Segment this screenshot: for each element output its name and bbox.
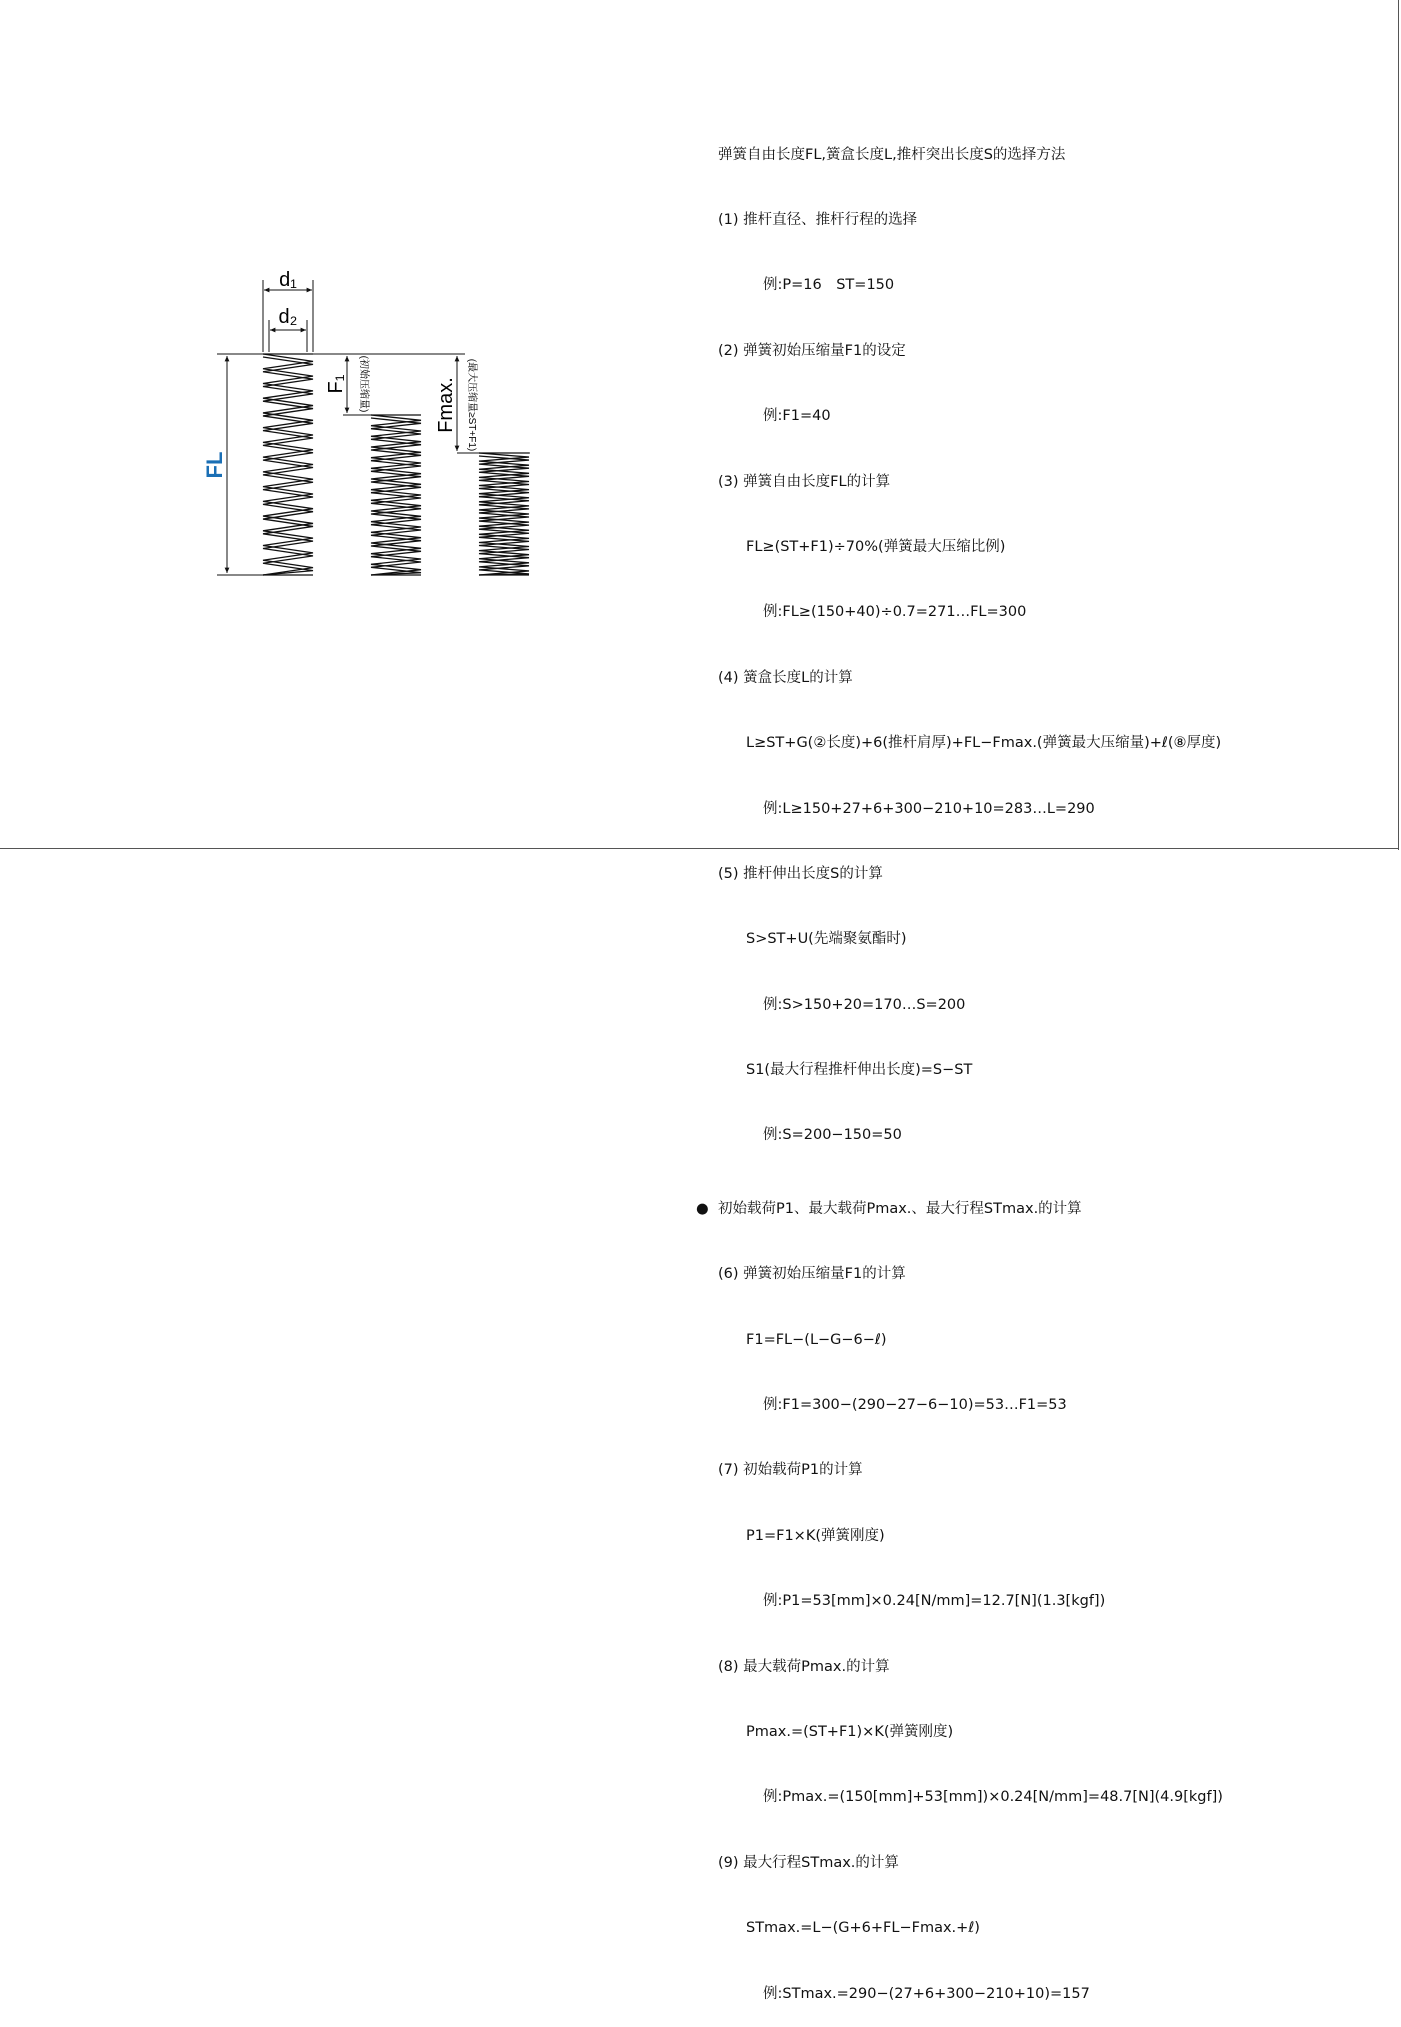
step-9-example: 例:STmax.=290−(27+6+300−210+10)=157: [763, 1985, 1090, 2002]
step-1-example: 例:P=16 ST=150: [763, 277, 895, 294]
step-5-example: 例:S>150+20=170…S=200: [763, 996, 966, 1013]
d1-label: d₁: [279, 269, 297, 291]
fmax-label: Fmax.: [435, 377, 457, 433]
step-7-example: 例:P1=53[mm]×0.24[N/mm]=12.7[N](1.3[kgf]): [763, 1593, 1106, 1610]
step-9-heading: (9) 最大行程STmax.的计算: [718, 1854, 899, 1871]
step-7-formula: P1=F1×K(弹簧刚度): [746, 1527, 885, 1544]
step-3-formula: FL≥(ST+F1)÷70%(弹簧最大压缩比例): [746, 538, 1006, 555]
step-2-heading: (2) 弹簧初始压缩量F1的设定: [718, 342, 906, 359]
step-8-formula: Pmax.=(ST+F1)×K(弹簧刚度): [746, 1723, 954, 1740]
section-title: 弹簧自由长度FL,簧盒长度L,推杆突出长度S的选择方法: [718, 146, 1066, 163]
step-5-formula: S>ST+U(先端聚氨酯时): [746, 931, 907, 948]
frame-right-border: [1398, 0, 1399, 850]
step-2-example: 例:F1=40: [763, 408, 831, 425]
step-6-heading: (6) 弹簧初始压缩量F1的计算: [718, 1266, 906, 1283]
step-4-example: 例:L≥150+27+6+300−210+10=283…L=290: [763, 800, 1095, 817]
load-calculation-title: ● 初始载荷P1、最大载荷Pmax.、最大行程STmax.的计算: [696, 1199, 1386, 1221]
step-1-heading: (1) 推杆直径、推杆行程的选择: [718, 211, 918, 228]
spring-diagram: [195, 260, 540, 590]
f1-label: F₁: [325, 374, 347, 394]
spring-initial-compression: [371, 415, 421, 575]
calculation-text: [696, 101, 1386, 2027]
step-3-heading: (3) 弹簧自由长度FL的计算: [718, 473, 891, 490]
d2-label: d₂: [278, 306, 298, 328]
step-8-heading: (8) 最大载荷Pmax.的计算: [718, 1658, 890, 1675]
spring-max-compression: [479, 453, 529, 575]
fl-label: FL: [202, 451, 227, 479]
step-5-example-2: 例:S=200−150=50: [763, 1127, 902, 1144]
step-8-example: 例:Pmax.=(150[mm]+53[mm])×0.24[N/mm]=48.7[N](4.9[kgf]): [763, 1789, 1223, 1806]
step-4-formula: L≥ST+G(②长度)+6(推杆肩厚)+FL−Fmax.(弹簧最大压缩量)+ℓ(⑧厚度): [746, 735, 1222, 752]
fmax-note: (最大压缩量≥ST+F1): [466, 358, 477, 452]
spring-free-length: [263, 354, 313, 575]
f1-note: (初始压缩量): [358, 355, 369, 413]
step-6-example: 例:F1=300−(290−27−6−10)=53…F1=53: [763, 1397, 1067, 1414]
step-7-heading: (7) 初始载荷P1的计算: [718, 1462, 863, 1479]
step-6-formula: F1=FL−(L−G−6−ℓ): [746, 1331, 887, 1348]
step-5-formula-2: S1(最大行程推杆伸出长度)=S−ST: [746, 1062, 973, 1079]
step-4-heading: (4) 簧盒长度L的计算: [718, 669, 853, 686]
step-5-heading: (5) 推杆伸出长度S的计算: [718, 865, 883, 882]
step-9-formula: STmax.=L−(G+6+FL−Fmax.+ℓ): [746, 1920, 980, 1937]
step-3-example: 例:FL≥(150+40)÷0.7=271…FL=300: [763, 604, 1027, 621]
